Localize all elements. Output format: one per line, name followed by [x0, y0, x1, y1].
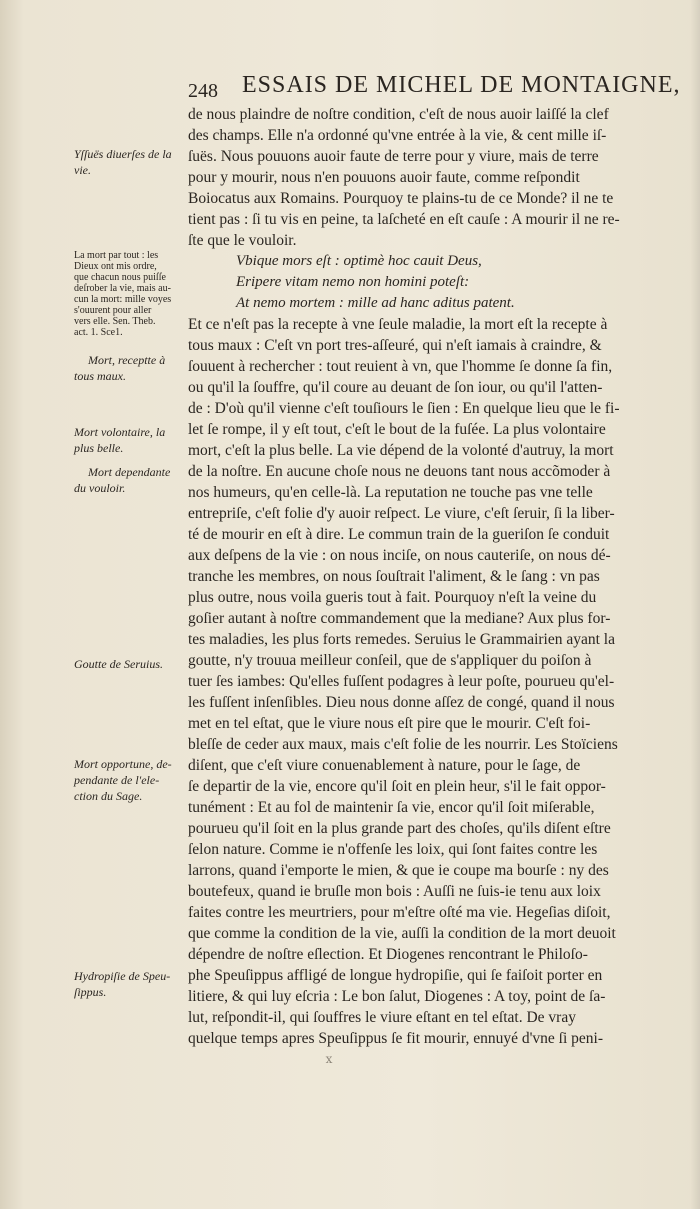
- note-line: vie.: [74, 163, 91, 177]
- text-line: boutefeux, quand ie bruſle mon bois : Auſſi ne ſuis-ie tenu aux loix: [188, 883, 601, 900]
- text-line: de nous plaindre de noſtre condition, c'eſt de nous auoir laiſſé la clef: [188, 106, 609, 123]
- note-line: vers elle. Sen. Theb.: [74, 316, 156, 327]
- note-line: Mort opportune, de-: [74, 757, 172, 771]
- quote-line: Vbique mors eſt : optimè hoc cauit Deus,: [236, 253, 482, 269]
- text-line: Boiocatus aux Romains. Pourquoy te plains-tu de ce Monde? il ne te: [188, 190, 614, 207]
- margin-note-hydropisie: [74, 968, 170, 1000]
- text-line: ſuës. Nous pouuons auoir faute de terre pour y viure, mais de terre: [188, 148, 599, 165]
- text-line: plus outre, nous voila gueris tout à fait. Pourquoy n'eſt la veine du: [188, 589, 597, 606]
- margin-note-issues: [74, 146, 172, 178]
- quote-line: At nemo mortem : mille ad hanc aditus patent.: [236, 295, 515, 311]
- note-line: Yſſuës diuerſes de la: [74, 147, 172, 161]
- note-line: Goutte de Seruius.: [74, 657, 163, 671]
- text-line: litiere, & qui luy eſcria : Le bon ſalut, Diogenes : A toy, point de ſa-: [188, 988, 606, 1005]
- text-line: goutte, n'y trouua meilleur conſeil, que de s'appliquer du poiſon à: [188, 652, 592, 669]
- margin-note-dependante: [74, 464, 170, 496]
- note-line: Mort, receptte à: [88, 353, 166, 367]
- text-line: dépendre de noſtre eſlection. Et Diogenes rencontrant le Philoſo-: [188, 946, 588, 963]
- text-line: tous maux : C'eſt vn port tres-aſſeuré, qui n'eſt iamais à craindre, &: [188, 337, 602, 354]
- note-line: Dieux ont mis ordre,: [74, 261, 157, 272]
- margin-note-mort-partout: [74, 250, 171, 338]
- note-line: Mort volontaire, la: [74, 425, 166, 439]
- running-title: ESSAIS DE MICHEL DE MONTAIGNE,: [242, 72, 681, 98]
- text-line: aux deſpens de la vie : on nous inciſe, on nous cauteriſe, on nous dé-: [188, 547, 611, 564]
- note-line: tous maux.: [74, 369, 126, 383]
- margin-note-recepte: [74, 352, 165, 384]
- text-line: lut, reſpondit-il, qui ſouffres le viure eſtant en tel eſtat. De vray: [188, 1009, 576, 1026]
- quote-line: Eripere vitam nemo non homini poteſt:: [236, 274, 470, 290]
- text-line: ou qu'il la ſouffre, qu'il coure au deuant de ſon iour, ou qu'il l'atten-: [188, 379, 603, 396]
- page-number: 248: [188, 80, 218, 102]
- note-line: que chacun nous puiſſe: [74, 272, 166, 283]
- text-line: des champs. Elle n'a ordonné qu'vne entrée à la vie, & cent mille iſ-: [188, 127, 607, 144]
- text-line: mort, c'eſt la plus belle. La vie dépend de la volonté d'autruy, la mort: [188, 442, 614, 459]
- note-line: ction du Sage.: [74, 789, 143, 803]
- text-line: ſte que le vouloir.: [188, 232, 297, 249]
- text-line: pour y mourir, nous n'en pouuons auoir faute, comme reſpondit: [188, 169, 580, 186]
- text-line: phe Speuſippus affligé de longue hydropiſie, qui ſe faiſoit porter en: [188, 967, 603, 984]
- page-edge-shade: [690, 0, 700, 1209]
- text-line: quelque temps apres Speuſippus ſe fit mourir, ennuyé d'vne ſi peni-: [188, 1030, 603, 1047]
- note-line: s'ouurent pour aller: [74, 305, 152, 316]
- text-line: ſe departir de la vie, encore qu'il ſoit en plein heur, s'il le fait oppor-: [188, 778, 606, 795]
- text-line: Et ce n'eſt pas la recepte à vne ſeule maladie, la mort eſt la recepte à: [188, 316, 608, 333]
- note-line: cun la mort: mille voyes: [74, 294, 172, 305]
- text-line: ſelon nature. Comme ie n'offenſe les loix, qui ſont faites contre les: [188, 841, 598, 858]
- margin-note-goutte: [74, 656, 163, 672]
- text-line: té de mourir en eſt à dire. Le commun train de la gueriſon ſe conduit: [188, 526, 610, 543]
- text-line: pourueu qu'il ſoit en la plus grande part des choſes, qu'ils diſent eſtre: [188, 820, 611, 837]
- note-line: act. 1. Sce1.: [74, 327, 123, 338]
- text-line: larrons, quand i'emporte le mien, & que ie coupe ma bourſe : ny des: [188, 862, 609, 879]
- text-line: diſent, que c'eſt viure conuenablement à nature, pour le ſage, de: [188, 757, 581, 774]
- text-line: de la noſtre. En aucune choſe nous ne deuons tant nous accõmoder à: [188, 463, 611, 480]
- text-line: bleſſe de ceder aux maux, mais c'eſt folie de les nourrir. Les Stoïciens: [188, 736, 618, 753]
- margin-note-volontaire: [74, 424, 165, 456]
- note-line: deſrober la vie, mais au-: [74, 283, 171, 294]
- text-line: tunément : Et au fol de maintenir ſa vie, encor qu'il ſoit miſerable,: [188, 799, 595, 816]
- note-line: pendante de l'ele-: [74, 773, 160, 787]
- margin-note-opportune: [74, 756, 172, 804]
- text-line: de : D'où qu'il vienne c'eſt touſiours le ſien : En quelque lieu que le fi-: [188, 400, 620, 417]
- text-line: ſouuent à rechercher : tout reuient à vn, que l'homme ſe donne ſa fin,: [188, 358, 613, 375]
- text-line: tes maladies, les plus forts remedes. Seruius le Grammairien ayant la: [188, 631, 615, 648]
- page-ornament: x: [325, 1052, 333, 1066]
- note-line: plus belle.: [74, 441, 124, 455]
- margin-notes: [0, 0, 182, 1209]
- body-text: [188, 104, 686, 1049]
- text-line: goſier autant à noſtre commandement que la mediane? Aux plus for-: [188, 610, 611, 627]
- text-line: tranche les membres, on nous ſouſtrait l'aliment, & le ſang : vn pas: [188, 568, 600, 585]
- text-line: faites contre les meurtriers, pour m'eſtre oſté ma vie. Hegeſias diſoit,: [188, 904, 611, 921]
- note-line: ſippus.: [74, 985, 107, 999]
- text-line: met en tel eſtat, que le viure nous eſt pire que le mourir. C'eſt foi-: [188, 715, 591, 732]
- text-line: entrepriſe, c'eſt folie d'y auoir reſpect. Le viure, c'eſt ſeruir, ſi la liber-: [188, 505, 615, 522]
- text-line: nos humeurs, qu'en celle-là. La reputation ne touche pas vne telle: [188, 484, 593, 501]
- note-line: du vouloir.: [74, 481, 126, 495]
- text-line: let ſe rompe, il y eſt tout, c'eſt le bout de la fuſée. La plus volontaire: [188, 421, 606, 438]
- text-line: tient pas : ſi tu vis en peine, ta laſcheté en eſt cauſe : A mourir il ne re-: [188, 211, 620, 228]
- note-line: La mort par tout : les: [74, 250, 159, 261]
- note-line: Hydropiſie de Speu-: [74, 969, 171, 983]
- text-line: les fuſſent inſenſibles. Dieu nous donne aſſez de congé, quand il nous: [188, 694, 615, 711]
- text-line: tuer ſes iambes: Qu'elles fuſſent podagres à leur poſte, pourueu qu'el-: [188, 673, 615, 690]
- note-line: Mort dependante: [88, 465, 171, 479]
- text-line: que comme la condition de la vie, auſſi la condition de la mort deuoit: [188, 925, 616, 942]
